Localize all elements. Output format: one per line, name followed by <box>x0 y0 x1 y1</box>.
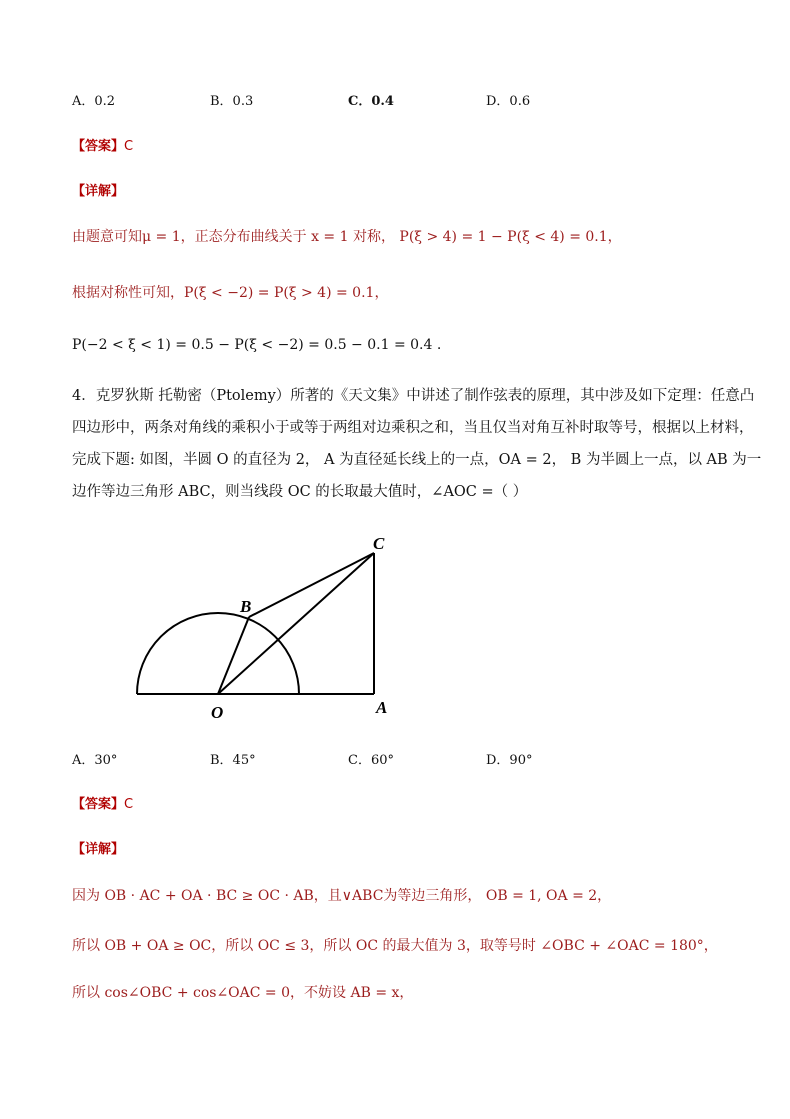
q4-option-c: C．60° <box>348 753 394 768</box>
q4-option-b: B．45° <box>210 753 256 768</box>
q4-text-line-3: 完成下题: 如图，半圆 O 的直径为 2， A 为直径延长线上的一点，OA = 2， B 为半圆上一点，以 AB 为一 <box>72 452 762 468</box>
q4-solution-line-3: 所以 cos∠OBC + cos∠OAC = 0，不妨设 AB = x， <box>72 985 414 1001</box>
q3-option-b: B．0.3 <box>210 94 254 109</box>
q4-text-line-1: 4．克罗狄斯 托勒密（Ptolemy）所著的《天文集》中讲述了制作弦表的原理，其中涉及如下定理：任意凸 <box>72 388 755 404</box>
q4-text-line-4: 边作等边三角形 ABC，则当线段 OC 的长取最大值时，∠AOC =（ ） <box>72 484 528 500</box>
answer-label: 【答案】 <box>72 797 125 812</box>
detail-label: 【详解】 <box>72 184 125 199</box>
semicircle-arc <box>137 613 299 694</box>
q4-option-d: D．90° <box>486 753 533 768</box>
point-label-o: O <box>211 703 224 722</box>
q3-solution-line-2: 根据对称性可知，P(ξ < −2) = P(ξ > 4) = 0.1， <box>72 285 389 301</box>
q4-text-line-2: 四边形中，两条对角线的乘积小于或等于两组对边乘积之和，当且仅当对角互补时取等号，根据以上材料， <box>72 420 754 436</box>
q3-solution-line-1: 由题意可知μ = 1，正态分布曲线关于 x = 1 对称， P(ξ > 4) = 1 − P(ξ < 4) = 0.1， <box>72 229 622 245</box>
q4-answer <box>72 793 133 812</box>
answer-value: C <box>124 139 134 154</box>
q3-option-c: C．0.4 <box>348 94 394 109</box>
point-label-a: A <box>376 698 388 717</box>
q3-option-a: A．0.2 <box>72 94 116 109</box>
line-ob <box>218 617 249 694</box>
q4-solution-line-1: 因为 OB · AC + OA · BC ≥ OC · AB，且∨ABC为等边三角形， OB = 1, OA = 2， <box>72 888 612 904</box>
q4-detail-label <box>72 838 124 857</box>
q4-solution-line-2: 所以 OB + OA ≥ OC，所以 OC ≤ 3，所以 OC 的最大值为 3，取等号时 ∠OBC + ∠OAC = 180°， <box>72 938 718 954</box>
detail-label: 【详解】 <box>72 842 125 857</box>
answer-value: C <box>124 797 134 812</box>
point-label-b: B <box>240 597 252 616</box>
q3-solution-line-3: P(−2 < ξ < 1) = 0.5 − P(ξ < −2) = 0.5 − 0.1 = 0.4 . <box>72 337 442 353</box>
line-bc <box>249 553 374 617</box>
q3-option-d: D．0.6 <box>486 94 531 109</box>
q4-option-a: A．30° <box>72 753 118 768</box>
answer-label: 【答案】 <box>72 139 125 154</box>
point-label-c: C <box>373 534 385 553</box>
